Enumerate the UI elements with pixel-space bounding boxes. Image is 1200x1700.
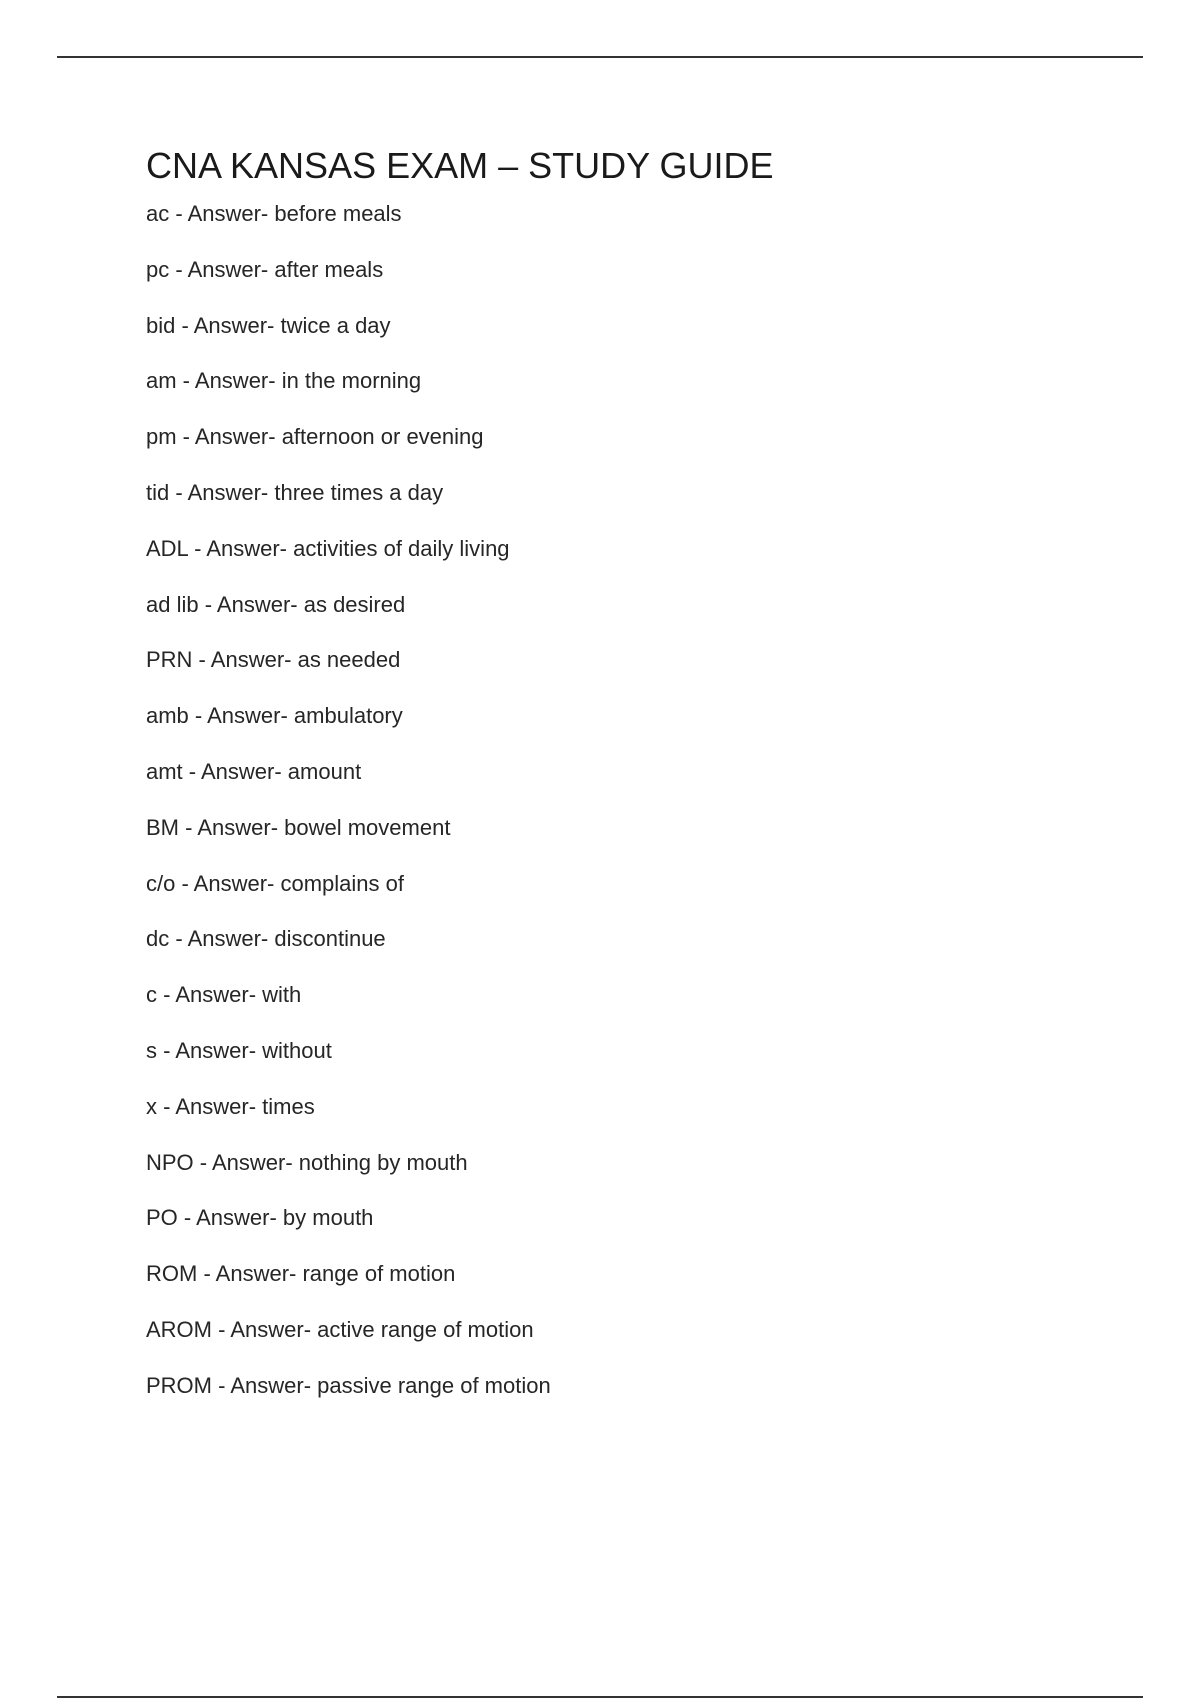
term-entry: dc - Answer- discontinue: [146, 926, 386, 952]
term-entry: PROM - Answer- passive range of motion: [146, 1372, 551, 1398]
term-entry: amb - Answer- ambulatory: [146, 703, 403, 729]
term-entry: ac - Answer- before meals: [146, 201, 402, 226]
document-body: [146, 140, 1146, 1428]
term-entry: amt - Answer- amount: [146, 758, 362, 784]
term-list: [146, 200, 1146, 1428]
bottom-divider: [57, 1696, 1143, 1698]
term-entry: c - Answer- with: [146, 982, 302, 1008]
term-entry: pm - Answer- afternoon or evening: [146, 424, 484, 450]
term-entry: am - Answer- in the morning: [146, 368, 422, 394]
term-entry: bid - Answer- twice a day: [146, 312, 391, 338]
document-title: CNA KANSAS EXAM – STUDY GUIDE: [146, 145, 774, 186]
term-entry: NPO - Answer- nothing by mouth: [146, 1149, 468, 1175]
term-entry: tid - Answer- three times a day: [146, 479, 444, 505]
term-entry: AROM - Answer- active range of motion: [146, 1316, 534, 1342]
term-entry: s - Answer- without: [146, 1037, 332, 1063]
term-entry: BM - Answer- bowel movement: [146, 814, 451, 840]
term-entry: c/o - Answer- complains of: [146, 870, 404, 896]
term-entry: x - Answer- times: [146, 1093, 315, 1119]
term-entry: pc - Answer- after meals: [146, 256, 384, 282]
term-entry: ROM - Answer- range of motion: [146, 1261, 456, 1287]
term-entry: PRN - Answer- as needed: [146, 647, 401, 673]
top-divider: [57, 56, 1143, 58]
term-entry: ADL - Answer- activities of daily living: [146, 535, 510, 561]
term-entry: PO - Answer- by mouth: [146, 1205, 374, 1231]
term-entry: ad lib - Answer- as desired: [146, 591, 406, 617]
